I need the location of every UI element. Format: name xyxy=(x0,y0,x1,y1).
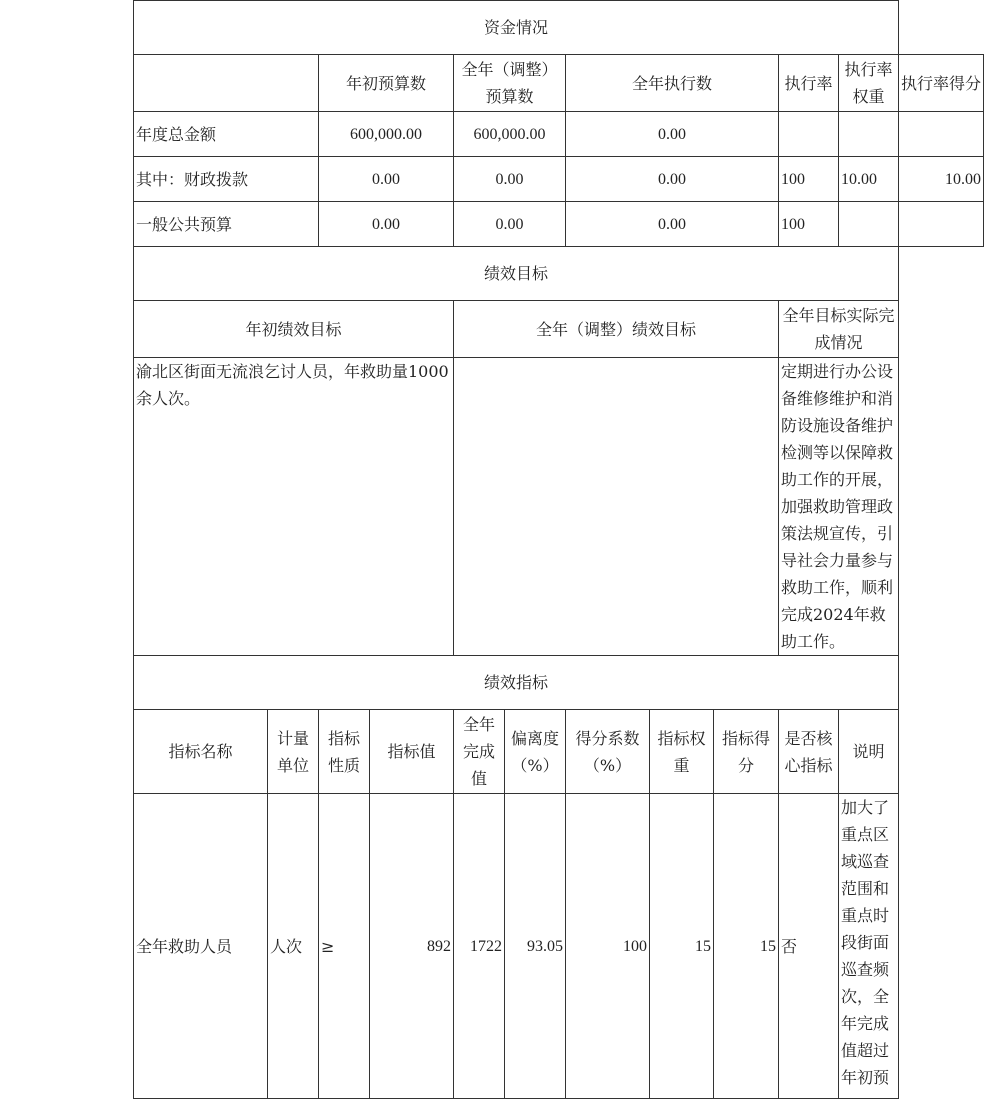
funds-row-label: 年度总金额 xyxy=(134,112,319,157)
indicator-header-deviation: 偏离度（%） xyxy=(505,710,566,794)
indicator-header-weight: 指标权重 xyxy=(650,710,714,794)
indicator-header-nature: 指标性质 xyxy=(319,710,370,794)
goals-section-title: 绩效目标 xyxy=(134,247,899,301)
funds-row-weight xyxy=(839,202,899,247)
funds-row-weight: 10.00 xyxy=(839,157,899,202)
indicator-name: 全年救助人员 xyxy=(134,794,268,1099)
funds-row-score xyxy=(899,112,984,157)
funds-row-initial: 0.00 xyxy=(319,202,454,247)
funds-row-initial: 0.00 xyxy=(319,157,454,202)
funds-section-title: 资金情况 xyxy=(134,1,899,55)
indicators-section-title: 绩效指标 xyxy=(134,656,899,710)
indicator-header-done: 全年完成值 xyxy=(454,710,505,794)
indicator-weight: 15 xyxy=(650,794,714,1099)
funds-header-executed: 全年执行数 xyxy=(566,55,779,112)
funds-header-blank xyxy=(134,55,319,112)
goals-header-adjusted: 全年（调整）绩效目标 xyxy=(454,301,779,358)
performance-table xyxy=(133,0,984,1099)
funds-row-adjusted: 0.00 xyxy=(454,157,566,202)
indicator-score: 15 xyxy=(714,794,779,1099)
funds-row-label: 其中：财政拨款 xyxy=(134,157,319,202)
funds-row-executed: 0.00 xyxy=(566,157,779,202)
indicator-header-coef: 得分系数（%） xyxy=(566,710,650,794)
indicator-nature: ≥ xyxy=(319,794,370,1099)
funds-row xyxy=(134,112,984,157)
indicator-header-unit: 计量单位 xyxy=(268,710,319,794)
funds-header-rate: 执行率 xyxy=(779,55,839,112)
funds-row-executed: 0.00 xyxy=(566,112,779,157)
goals-actual-text: 定期进行办公设备维修维护和消防设施设备维护检测等以保障救助工作的开展，加强救助管理政策法规宣传，引导社会力量参与救助工作，顺利完成2024年救助工作。 xyxy=(779,358,899,656)
indicator-header-name: 指标名称 xyxy=(134,710,268,794)
indicator-header-note: 说明 xyxy=(839,710,899,794)
funds-row-rate: 100 xyxy=(779,157,839,202)
indicator-note: 加大了重点区域巡查范围和重点时段街面巡查频次，全年完成值超过年初预 xyxy=(839,794,899,1099)
funds-row-weight xyxy=(839,112,899,157)
indicator-row xyxy=(134,794,984,1099)
funds-row-label: 一般公共预算 xyxy=(134,202,319,247)
funds-row-adjusted: 0.00 xyxy=(454,202,566,247)
funds-row-initial: 600,000.00 xyxy=(319,112,454,157)
funds-row-adjusted: 600,000.00 xyxy=(454,112,566,157)
funds-row-rate: 100 xyxy=(779,202,839,247)
indicator-core: 否 xyxy=(779,794,839,1099)
funds-row xyxy=(134,202,984,247)
indicator-deviation: 93.05 xyxy=(505,794,566,1099)
funds-row-score xyxy=(899,202,984,247)
goals-adjusted-text xyxy=(454,358,779,656)
funds-header-weight: 执行率权重 xyxy=(839,55,899,112)
funds-row-rate xyxy=(779,112,839,157)
indicator-value: 892 xyxy=(370,794,454,1099)
funds-header-adjusted: 全年（调整）预算数 xyxy=(454,55,566,112)
goals-initial-text: 渝北区街面无流浪乞讨人员，年救助量1000余人次。 xyxy=(134,358,454,656)
indicator-header-core: 是否核心指标 xyxy=(779,710,839,794)
funds-row-executed: 0.00 xyxy=(566,202,779,247)
goals-header-initial: 年初绩效目标 xyxy=(134,301,454,358)
funds-header-score: 执行率得分 xyxy=(899,55,984,112)
indicator-header-score: 指标得分 xyxy=(714,710,779,794)
indicator-coef: 100 xyxy=(566,794,650,1099)
goals-header-actual: 全年目标实际完成情况 xyxy=(779,301,899,358)
indicator-header-value: 指标值 xyxy=(370,710,454,794)
funds-row-score: 10.00 xyxy=(899,157,984,202)
funds-row xyxy=(134,157,984,202)
indicator-unit: 人次 xyxy=(268,794,319,1099)
funds-header-initial: 年初预算数 xyxy=(319,55,454,112)
indicator-done: 1722 xyxy=(454,794,505,1099)
